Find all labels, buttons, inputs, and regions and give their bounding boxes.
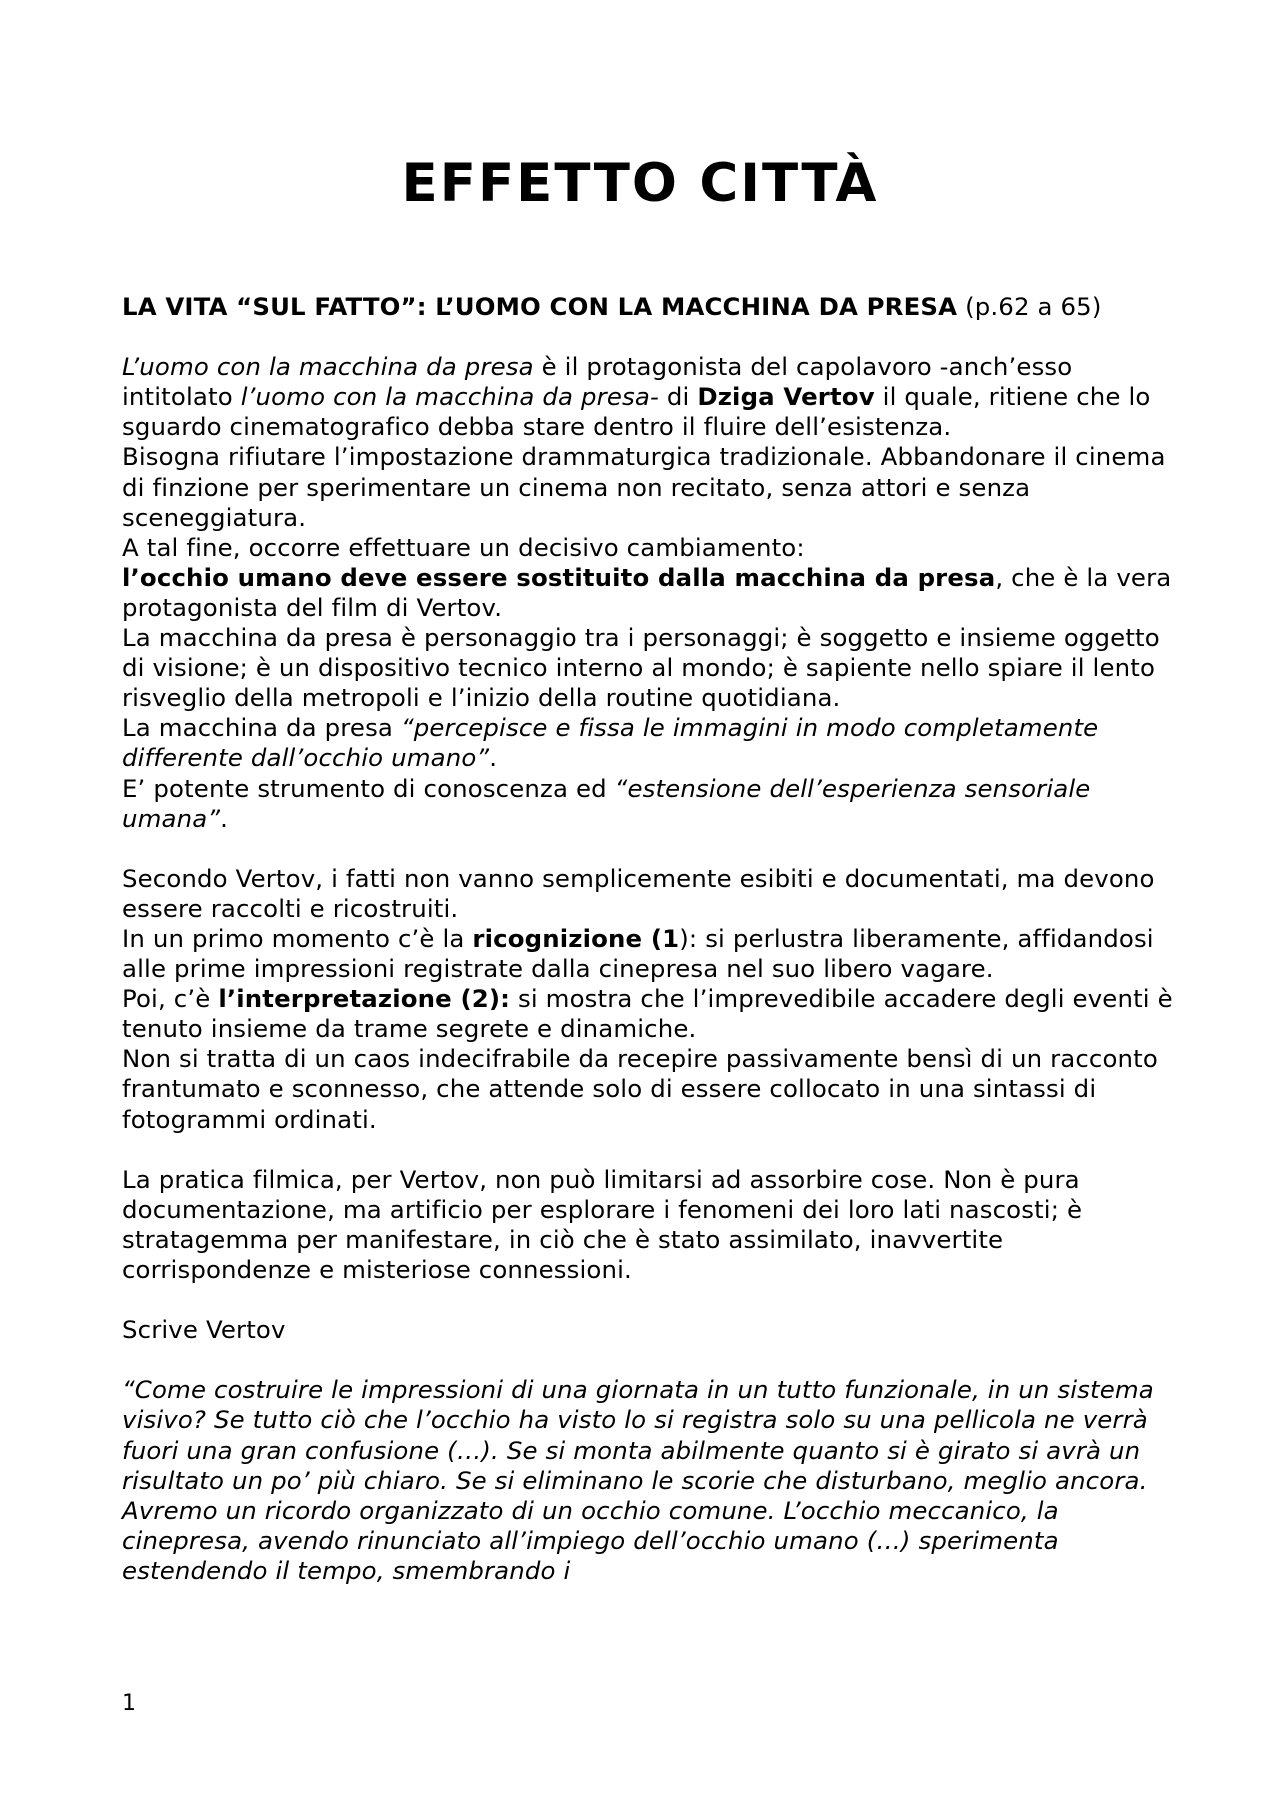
text-run: Poi, c’è [122, 984, 219, 1014]
blank-line [122, 1135, 1182, 1165]
text-run: In un primo momento c’è la [122, 923, 473, 953]
text-run: si mostra che l’imprevedibile accadere degli eventi è tenuto insieme da trame segrete e dinamiche. [122, 984, 1173, 1044]
paragraph-7 [122, 774, 1182, 834]
author-name-bold: Dziga Vertov [697, 382, 875, 412]
film-title-italic: L’uomo con la macchina da presa [122, 352, 534, 382]
paragraph-8: Secondo Vertov, i fatti non vanno semplicemente esibiti e documentati, ma devono essere raccolti e ricostruiti. [122, 863, 1155, 923]
quote-text-italic: “Come costruire le impressioni di una giornata in un tutto funzionale, in un sistema visivo? Se tutto ciò che l’occhio ha visto lo si registra solo su una pellicola ne verrà fuori una gran confusione (…). Se si monta abilmente quanto si è girato si avrà un risultato un po’ più chiaro. Se si eliminano le scorie che disturbano, meglio ancora. Avremo un ricordo organizzato di un occhio comune. L’occhio meccanico, la cinepresa, avendo rinunciato all’impiego dell’occhio umano (…) sperimenta estendendo il tempo, smembrando i [122, 1375, 1154, 1585]
quotation-italic: “estensione dell’esperienza sensoriale umana” [122, 773, 1091, 833]
vertov-quote [122, 1375, 1182, 1586]
text-run: . [489, 743, 498, 773]
paragraph-13: Scrive Vertov [122, 1315, 286, 1345]
section-heading-bold: LA VITA “SUL FATTO”: L’UOMO CON LA MACCHINA DA PRESA [122, 292, 958, 321]
blank-line [122, 1285, 1182, 1315]
paragraph-11: Non si tratta di un caos indecifrabile da recepire passivamente bensì di un racconto frantumato e sconnesso, che attende solo di essere collocato in una sintassi di fotogrammi ordinati. [122, 1044, 1158, 1134]
term-bold: l’interpretazione (2): [218, 984, 511, 1014]
paragraph-12: La pratica filmica, per Vertov, non può limitarsi ad assorbire cose. Non è pura documentazione, ma artificio per esplorare i fenomeni dei loro lati nascosti; è stratagemma per manifestare, in ciò che è stato assimilato, inavvertite corrispondenze e misteriose connessioni. [122, 1164, 1083, 1284]
paragraph-5: La macchina da presa è personaggio tra i personaggi; è soggetto e insieme oggetto di visione; è un dispositivo tecnico interno al mondo; è sapiente nello spiare il lento risveglio della metropoli e l’inizio della routine quotidiana. [122, 623, 1160, 713]
text-run: è il protagonista del capolavoro -anch’esso intitolato [122, 352, 1073, 412]
blank-line [122, 1345, 1182, 1375]
paragraph-6 [122, 713, 1182, 773]
text-run: E’ potente strumento di conoscenza ed [122, 773, 615, 803]
film-title-italic: l’uomo con la macchina da presa- [240, 382, 659, 412]
text-run: di [658, 382, 698, 412]
section-heading-pages: (p.62 a 65) [957, 292, 1102, 321]
paragraph-3: A tal fine, occorre effettuare un decisivo cambiamento: [122, 532, 805, 562]
paragraph-10 [122, 984, 1182, 1044]
term-bold: ricognizione (1 [472, 923, 680, 953]
paragraph-2: Bisogna rifiutare l’impostazione drammaturgica tradizionale. Abbandonare il cinema di finzione per sperimentare un cinema non recitato, senza attori e senza sceneggiatura. [122, 442, 1166, 532]
text-run: ): si perlustra liberamente, affidandosi alle prime impressioni registrate dalla cinepresa nel suo libero vagare. [122, 923, 1154, 984]
document-title: EFFETTO CITTÀ [401, 153, 879, 214]
text-run: il quale, ritiene che lo sguardo cinematografico debba stare dentro il fluire dell’esistenza. [122, 382, 1151, 442]
text-run: , che è la vera protagonista del film di Vertov. [122, 562, 1172, 622]
document-body [122, 292, 1182, 1586]
paragraph-1 [122, 352, 1182, 442]
paragraph-9 [122, 924, 1182, 984]
quotation-italic: “percepisce e fissa le immagini in modo completamente differente dall’occhio umano” [122, 713, 1099, 773]
blank-line [122, 322, 1182, 352]
text-run: . [220, 803, 229, 833]
paragraph-4 [122, 563, 1182, 623]
key-statement-bold: l’occhio umano deve essere sostituito dalla macchina da presa [122, 562, 996, 592]
page-number: 1 [122, 1691, 136, 1716]
blank-line [122, 834, 1182, 864]
section-heading [122, 292, 1182, 322]
text-run: La macchina da presa [122, 713, 401, 743]
